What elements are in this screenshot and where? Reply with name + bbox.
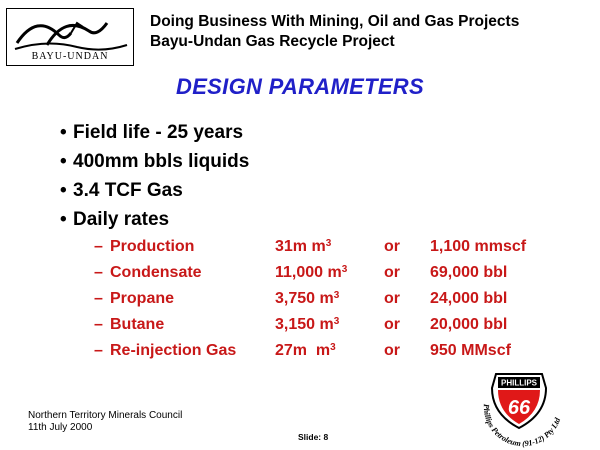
rate-metric-exponent: 3: [325, 238, 332, 249]
rate-name: Butane: [110, 316, 165, 333]
rate-metric-exponent: 3: [333, 316, 340, 327]
bullet-item: [60, 176, 249, 205]
bullet-dot: •: [60, 151, 67, 172]
rate-metric-exponent: 3: [330, 342, 336, 353]
rate-imperial: 950 MMscf: [430, 342, 511, 359]
rate-imperial: 24,000 bbl: [430, 290, 508, 307]
rate-dash: –: [94, 264, 103, 281]
rate-metric: [275, 238, 331, 256]
bullet-dot: •: [60, 209, 67, 230]
rate-metric: [275, 342, 336, 360]
rate-or: or: [384, 342, 400, 359]
rate-dash: –: [94, 290, 103, 307]
bullet-text: 400mm bbls liquids: [73, 151, 250, 172]
rate-name: Condensate: [110, 264, 202, 281]
phillips-number: 66: [507, 397, 531, 419]
slide-header: [150, 12, 595, 52]
rate-dash: –: [94, 342, 103, 359]
bullet-dot: •: [60, 180, 67, 201]
bullet-item: [60, 118, 249, 147]
bullet-item: [60, 205, 249, 234]
footer-date: 11th July 2000: [28, 422, 93, 433]
phillips-66-logo: [470, 370, 570, 450]
bullet-dot: •: [60, 122, 67, 143]
phillips-ring-text-path: Phillips Petroleum (91-12) Pty Ltd: [481, 403, 563, 449]
rate-or: or: [384, 264, 400, 281]
rate-metric: [275, 290, 339, 308]
logo-wordmark: BAYU-UNDAN: [31, 51, 109, 62]
rate-or: or: [384, 238, 400, 255]
rate-name: Production: [110, 238, 195, 255]
bullet-list: [60, 118, 249, 234]
footer-info: [28, 410, 182, 434]
rate-metric-value: 11,000 m: [275, 264, 342, 281]
rate-dash: –: [94, 316, 103, 333]
rate-metric-value: 31m m: [275, 238, 326, 255]
rate-name: Re-injection Gas: [110, 342, 237, 359]
slide-title: DESIGN PARAMETERS: [176, 74, 424, 99]
rate-metric-value: 27m m: [275, 342, 331, 359]
rate-metric: [275, 316, 339, 334]
footer-org: Northern Territory Minerals Council: [28, 410, 183, 421]
phillips-shield-icon: [492, 374, 546, 428]
rate-imperial: 69,000 bbl: [430, 264, 508, 281]
bullet-item: [60, 147, 249, 176]
rate-metric-exponent: 3: [341, 264, 348, 275]
header-line-2: Bayu-Undan Gas Recycle Project: [150, 33, 395, 50]
rate-metric-value: 3,750 m: [275, 290, 334, 307]
slide-number: Slide: 8: [298, 432, 329, 442]
rate-dash: –: [94, 238, 103, 255]
rate-or: or: [384, 290, 400, 307]
header-line-1: Doing Business With Mining, Oil and Gas Projects: [150, 13, 520, 30]
bayu-undan-logo: [6, 8, 134, 66]
bullet-text: 3.4 TCF Gas: [73, 180, 183, 201]
bullet-text: Daily rates: [73, 209, 170, 230]
rate-name: Propane: [110, 290, 175, 307]
rate-metric-value: 3,150 m: [275, 316, 334, 333]
rate-metric: [275, 264, 347, 282]
rate-imperial: 1,100 mmscf: [430, 238, 527, 255]
rate-metric-exponent: 3: [333, 290, 340, 301]
seabird-icon: [7, 9, 133, 55]
rate-imperial: 20,000 bbl: [430, 316, 508, 333]
bullet-text: Field life - 25 years: [73, 122, 244, 143]
phillips-banner: PHILLIPS: [500, 378, 538, 388]
rate-or: or: [384, 316, 400, 333]
